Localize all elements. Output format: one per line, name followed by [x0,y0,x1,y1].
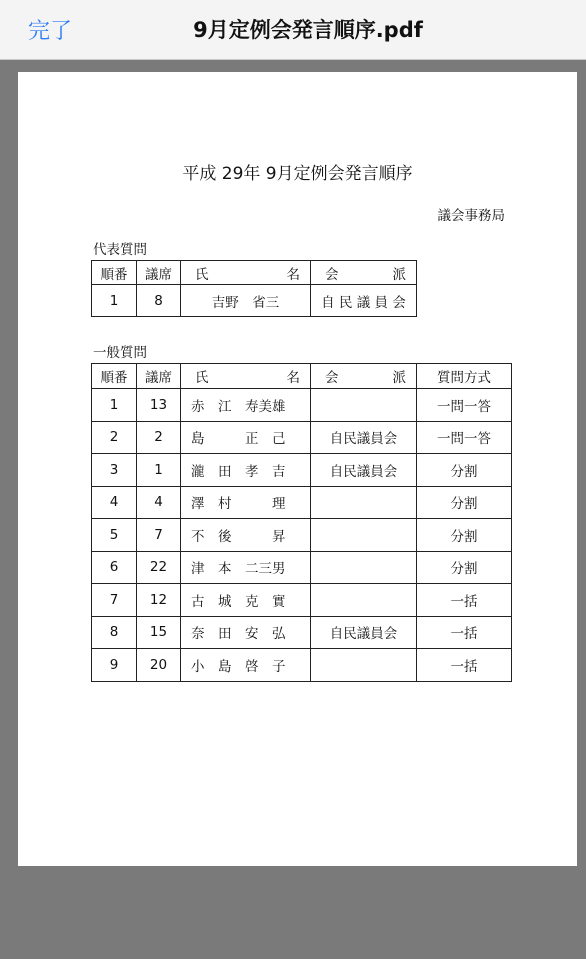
cell-order: 1 [92,285,137,317]
cell-order: 8 [92,616,137,649]
cell-faction [311,649,417,682]
cell-faction: 自民議員会 [311,616,417,649]
cell-faction [311,486,417,519]
header-faction-right: 派 [392,370,406,386]
cell-faction: 自民議員会 [311,454,417,487]
header-seat: 議席 [137,261,181,285]
representative-table [91,260,417,317]
representative-section-label: 代表質問 [93,242,147,258]
header-faction [311,261,417,285]
navigation-bar [0,0,586,60]
table-row [92,584,512,617]
general-table [91,363,512,682]
pdf-page[interactable] [18,72,577,866]
table-row [92,486,512,519]
document-title: 9月定例会発言順序.pdf [193,18,423,42]
viewer-background [0,866,586,959]
header-name-right: 名 [286,370,300,386]
cell-seat: 4 [137,486,181,519]
cell-method: 分割 [417,551,512,584]
table-row [92,421,512,454]
table-row [92,519,512,552]
cell-seat: 7 [137,519,181,552]
cell-seat: 15 [137,616,181,649]
cell-faction [311,551,417,584]
cell-order: 1 [92,389,137,422]
cell-faction: 自 民 議 員 会 [311,285,417,317]
cell-faction [311,584,417,617]
header-name [181,364,311,389]
cell-method: 分割 [417,454,512,487]
cell-order: 7 [92,584,137,617]
pdf-heading: 平成 29年 9月定例会発言順序 [182,164,413,184]
cell-method: 一問一答 [417,421,512,454]
header-name [181,261,311,285]
cell-order: 6 [92,551,137,584]
issuer-label: 議会事務局 [437,208,505,224]
cell-name: 赤 江 寿美雄 [181,389,311,422]
cell-name: 吉野 省三 [181,285,311,317]
cell-order: 5 [92,519,137,552]
general-section-label: 一般質問 [93,345,147,361]
table-header-row [92,364,512,389]
cell-seat: 2 [137,421,181,454]
table-row [92,551,512,584]
header-seat: 議席 [137,364,181,389]
header-name-left: 氏 [195,370,209,386]
header-order: 順番 [92,364,137,389]
cell-method: 一括 [417,584,512,617]
cell-name: 澤 村 理 [181,486,311,519]
cell-method: 分割 [417,486,512,519]
header-name-right: 名 [286,266,300,283]
header-name-left: 氏 [195,266,209,283]
cell-method: 一括 [417,649,512,682]
header-faction-left: 会 [325,370,339,386]
done-button[interactable]: 完了 [28,19,73,44]
cell-name: 不 後 昇 [181,519,311,552]
cell-name: 津 本 二三男 [181,551,311,584]
cell-seat: 1 [137,454,181,487]
cell-seat: 22 [137,551,181,584]
cell-seat: 8 [137,285,181,317]
table-row [92,649,512,682]
header-faction-right: 派 [392,266,406,283]
cell-order: 9 [92,649,137,682]
cell-order: 2 [92,421,137,454]
cell-seat: 12 [137,584,181,617]
cell-faction [311,519,417,552]
cell-faction: 自民議員会 [311,421,417,454]
cell-method: 一括 [417,616,512,649]
table-row [92,389,512,422]
table-row [92,285,417,317]
cell-method: 分割 [417,519,512,552]
cell-order: 3 [92,454,137,487]
cell-name: 小 島 啓 子 [181,649,311,682]
table-row [92,616,512,649]
cell-seat: 13 [137,389,181,422]
table-header-row [92,261,417,285]
cell-name: 島 正 己 [181,421,311,454]
cell-seat: 20 [137,649,181,682]
header-faction-left: 会 [325,266,339,283]
cell-order: 4 [92,486,137,519]
header-method: 質問方式 [417,364,512,389]
cell-faction [311,389,417,422]
cell-method: 一問一答 [417,389,512,422]
header-faction [311,364,417,389]
cell-name: 古 城 克 實 [181,584,311,617]
cell-name: 奈 田 安 弘 [181,616,311,649]
cell-name: 瀧 田 孝 吉 [181,454,311,487]
header-order: 順番 [92,261,137,285]
table-row [92,454,512,487]
